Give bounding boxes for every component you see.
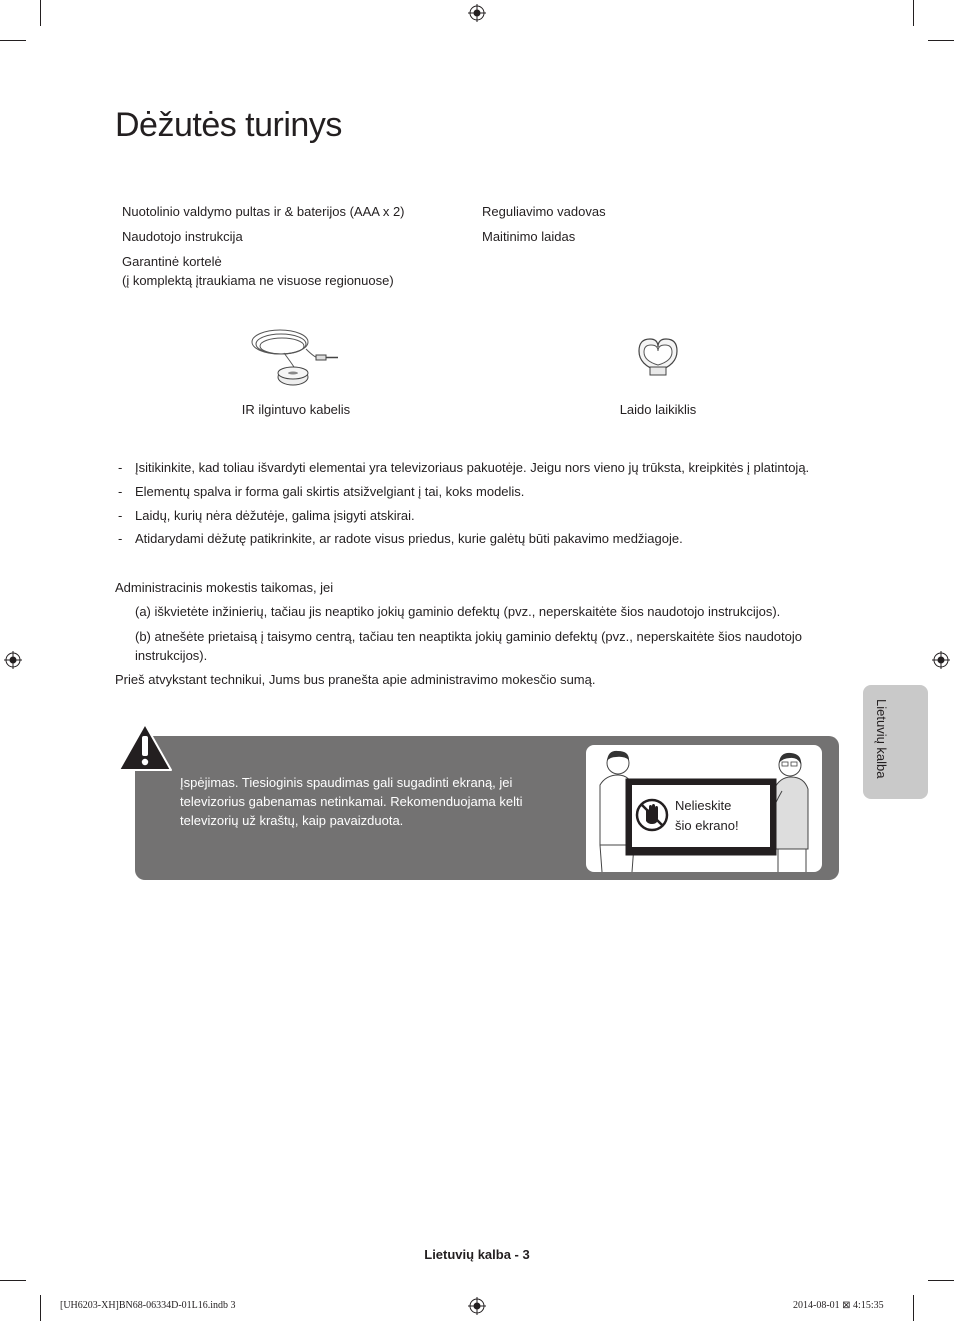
caption-cable-holder: Laido laikiklis [619,402,697,417]
admin-case-b-cont: instrukcijos). [135,648,208,663]
note-dash: - [118,484,123,499]
note-dash: - [118,460,123,475]
crop-mark [40,1295,41,1321]
print-slug-file: [UH6203-XH]BN68-06334D-01L16.indb 3 [60,1300,236,1311]
registration-mark-icon [4,651,22,669]
page-title: Dėžutės turinys [115,106,342,144]
note-item: Įsitikinkite, kad toliau išvardyti elementai yra televizoriaus pakuotėje. Jeigu nors vieno jų trūksta, kreipkitės į platintoją. [135,460,810,475]
sign-line1: Nelieskite [675,798,732,813]
item-manual: Naudotojo instrukcija [122,229,243,244]
item-power-cord: Maitinimo laidas [482,229,576,244]
crop-mark [928,40,954,41]
item-remote: Nuotolinio valdymo pultas ir & baterijos (AAA x 2) [122,204,405,219]
admin-case-b: (b) atnešėte prietaisą į taisymo centrą, tačiau ten neaptikta jokių gaminio defektų (pvz., neperskaitėte šios naudotojo [135,629,802,644]
warning-body: . Tiesioginis spaudimas gali sugadinti ekraną, jei televizorius gabenamas netinkamai. Rekomenduojama kelti televizorių už kraštų, kaip pavaizduota. [180,775,523,828]
print-slug-date: 2014-08-01 ⊠ 4:15:35 [793,1300,884,1311]
page-footer: Lietuvių kalba - 3 [424,1247,530,1262]
language-side-label: Lietuvių kalba [874,699,889,779]
warning-text [180,773,540,830]
admin-intro: Administracinis mokestis taikomas, jei [115,580,334,595]
item-warranty-note: (į komplektą įtraukiama ne visuose regionuose) [122,273,394,288]
registration-mark-icon [468,1297,486,1315]
crop-mark [928,1280,954,1281]
warning-triangle-icon [117,722,173,772]
item-warranty: Garantinė kortelė [122,254,222,269]
cable-holder-icon [634,335,682,379]
item-regulatory-guide: Reguliavimo vadovas [482,204,606,219]
tv-handling-illustration [586,745,822,872]
crop-mark [40,0,41,26]
note-dash: - [118,531,123,546]
ir-cable-icon [248,325,343,391]
crop-mark [913,0,914,26]
note-item: Atidarydami dėžutę patikrinkite, ar radote visus priedus, kurie galėtų būti pakavimo medžiagoje. [135,531,683,546]
crop-mark [0,1280,26,1281]
caption-ir-cable: IR ilgintuvo kabelis [241,402,351,417]
crop-mark [0,40,26,41]
registration-mark-icon [932,651,950,669]
warning-label: Įspėjimas [180,775,235,790]
crop-mark [913,1295,914,1321]
note-dash: - [118,508,123,523]
registration-mark-icon [468,4,486,22]
admin-case-a: (a) iškvietėte inžinierių, tačiau jis neaptiko jokių gaminio defektų (pvz., neperskaitėte šios naudotojo instrukcijos). [135,604,781,619]
note-item: Laidų, kurių nėra dėžutėje, galima įsigyti atskirai. [135,508,415,523]
note-item: Elementų spalva ir forma gali skirtis atsižvelgiant į tai, koks modelis. [135,484,525,499]
admin-outro: Prieš atvykstant technikui, Jums bus pranešta apie administravimo mokesčio sumą. [115,672,596,687]
no-touch-hand-icon [635,798,669,832]
sign-line2: šio ekrano! [675,818,739,833]
